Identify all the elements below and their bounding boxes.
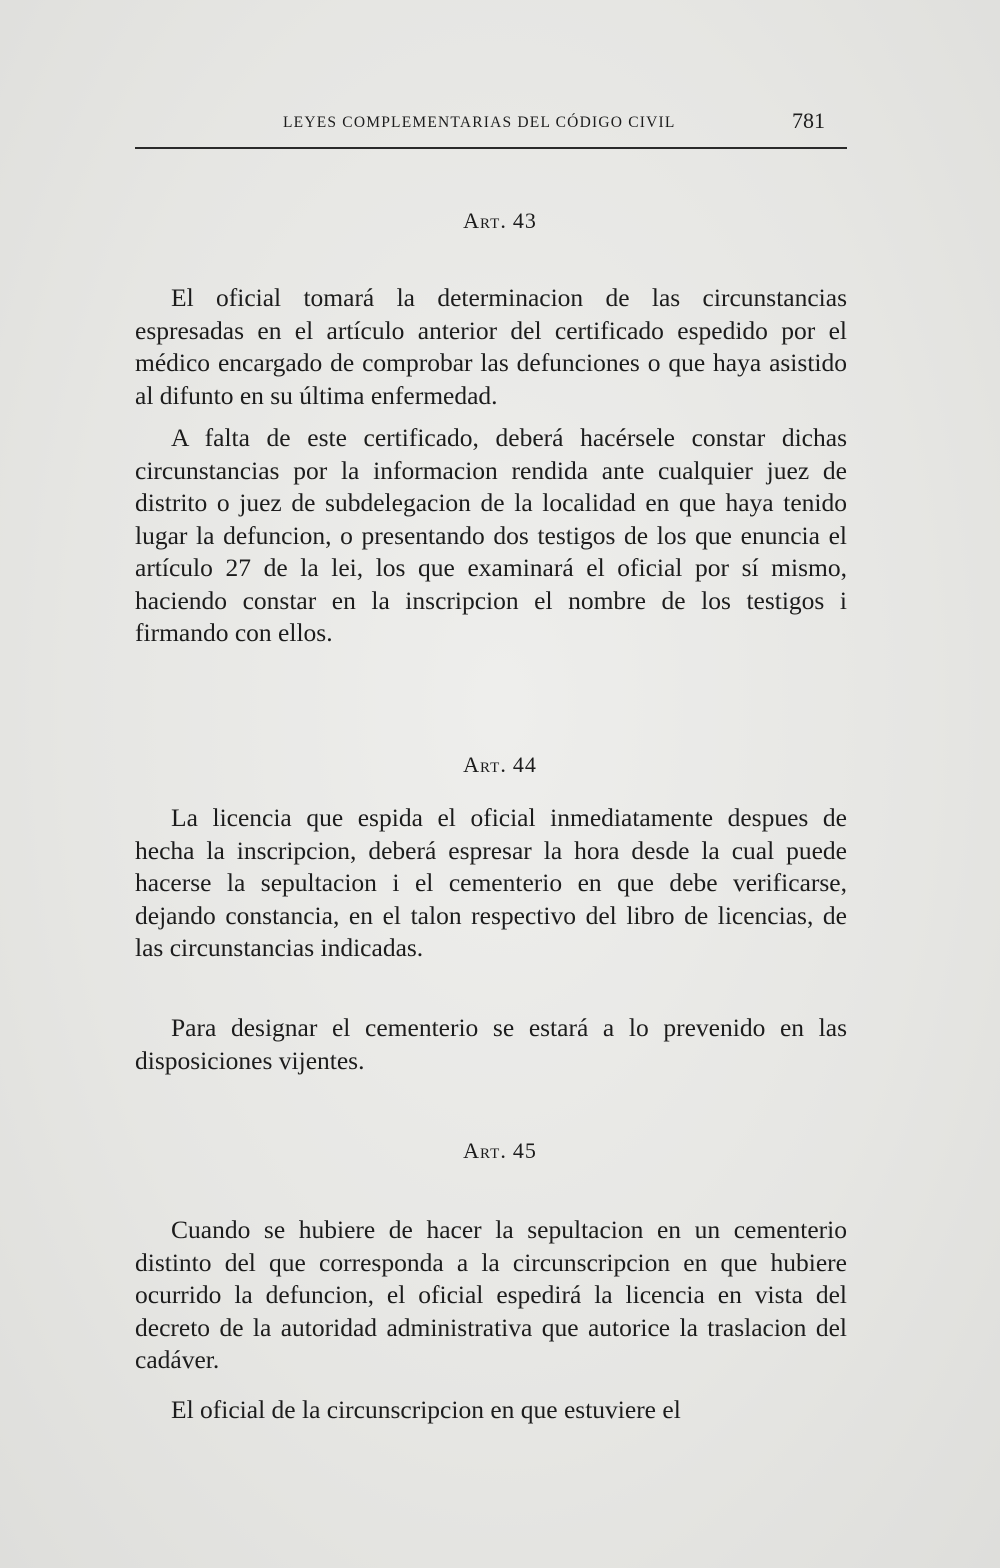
article-44-heading [0,752,1000,778]
article-45-paragraph-1: Cuando se hubiere de hacer la sepultacion en un cementerio distinto del que corresponda a la circunscripcion en que hubiere ocurrido la defuncion, el oficial espedirá la licencia en vista del decreto de la autoridad administrativa que autorice la traslacion del cadáver. [135,1215,847,1374]
article-45-heading [0,1138,1000,1164]
page-number: 781 [792,108,825,133]
article-label: Art. [463,752,507,777]
article-label: Art. [463,208,507,233]
article-number: 44 [512,752,537,777]
article-label: Art. [463,1138,507,1163]
running-title: LEYES COMPLEMENTARIAS DEL CÓDIGO CIVIL [283,114,676,131]
article-43-heading [0,208,1000,234]
page-header [135,108,847,148]
article-45-paragraph-2: El oficial de la circunscripcion en que estuviere el [171,1395,681,1424]
article-43-paragraph-1: El oficial tomará la determinacion de las circunstancias espresadas en el artículo anterior del certificado espedido por el médico encargado de comprobar las defunciones o que haya asistido al difunto en su última enfermedad. [135,283,847,410]
header-divider [135,147,847,149]
article-44-paragraph-1: La licencia que espida el oficial inmediatamente despues de hecha la inscripcion, deberá espresar la hora desde la cual puede hacerse la sepultacion i el cementerio en que debe verificarse, dejando constancia, en el talon respectivo del libro de licencias, de las circunstancias indicadas. [135,803,847,962]
article-number: 43 [512,208,537,233]
article-44-paragraph-2: Para designar el cementerio se estará a lo prevenido en las disposiciones vijentes. [135,1013,847,1075]
article-43-paragraph-2: A falta de este certificado, deberá hacérsele constar dichas circunstancias por la informacion rendida ante cualquier juez de distrito o juez de subdelegacion de la localidad en que haya tenido lugar la defuncion, o presentando dos testigos de los que enuncia el artículo 27 de la lei, los que examinará el oficial por sí mismo, haciendo constar en la inscripcion el nombre de los testigos i firmando con ellos. [135,423,847,647]
article-number: 45 [512,1138,537,1163]
